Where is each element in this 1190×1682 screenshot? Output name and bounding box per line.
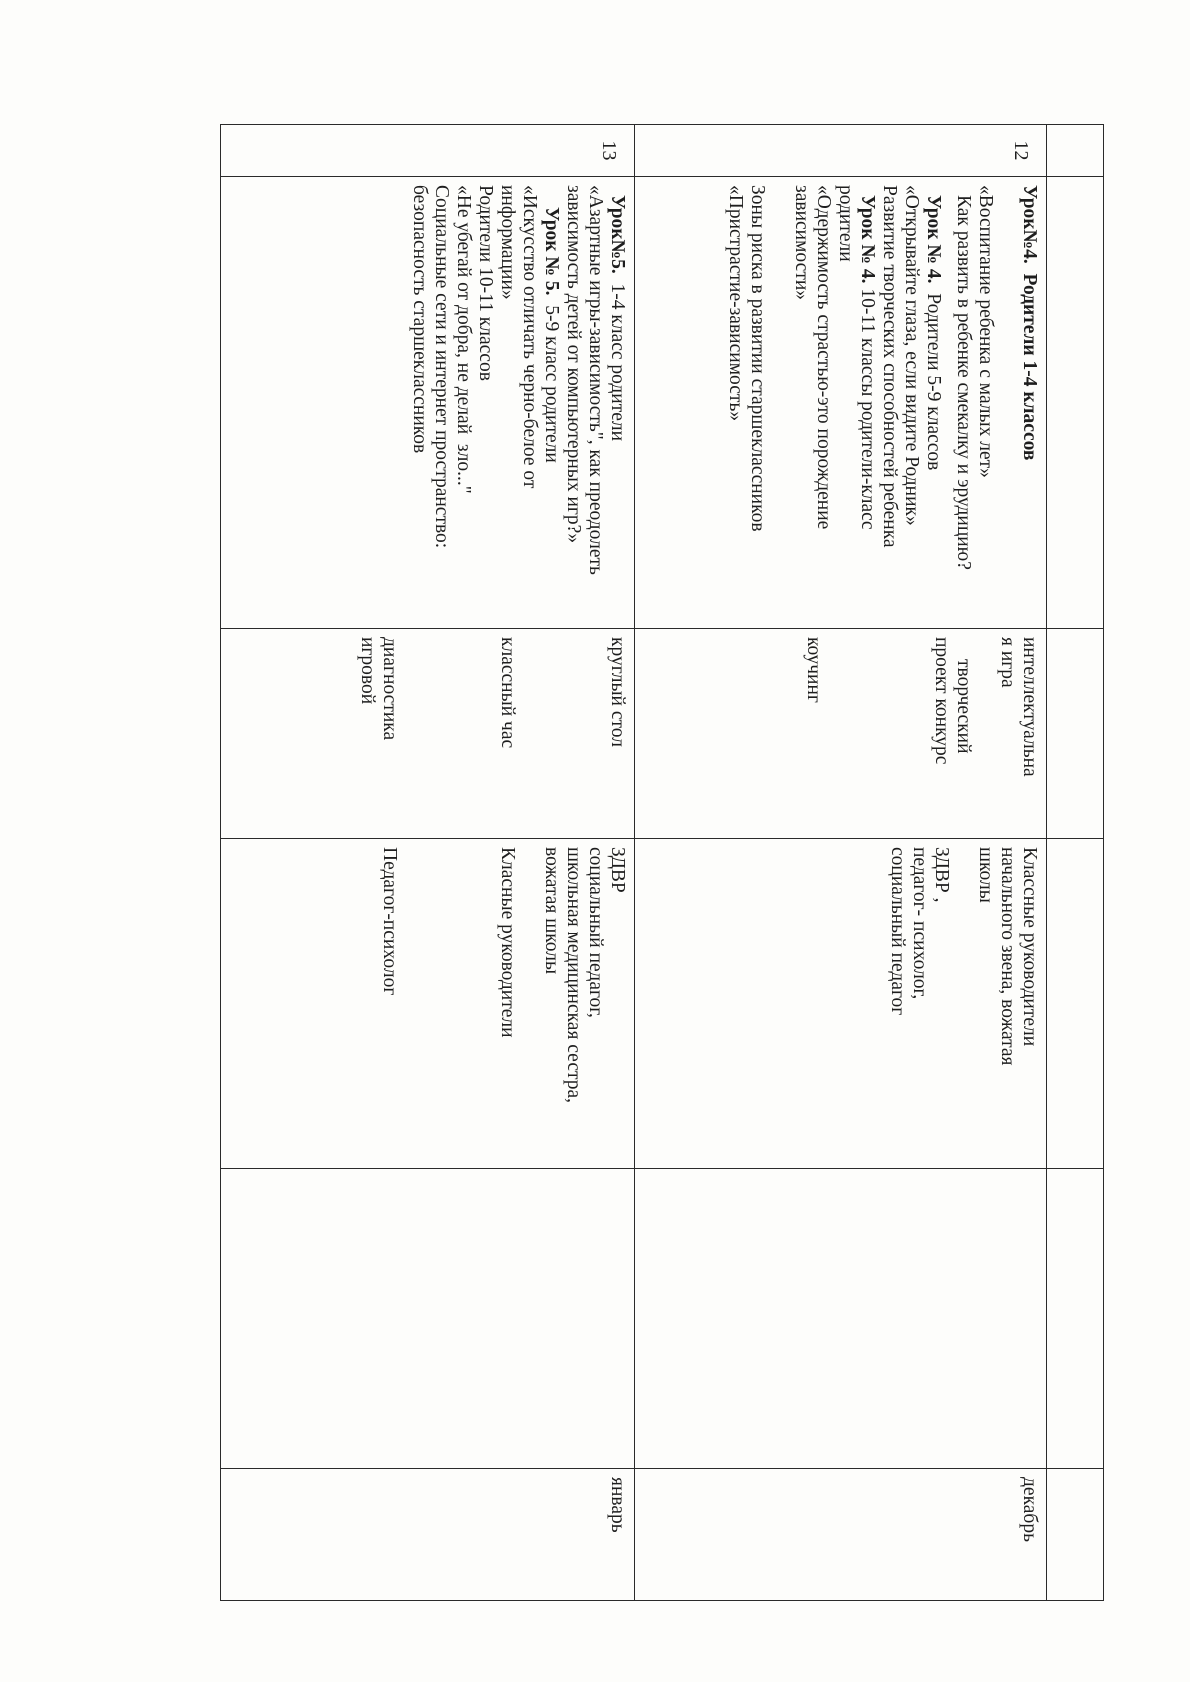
lesson-line: Зоны риска в развитии старшеклассников [746,185,768,532]
form-line: игровой [356,637,378,705]
form-cell [221,629,635,839]
form-line: классный час [496,637,518,749]
form-line: интеллектуальна [1019,637,1040,777]
responsible-line: педагог- психолог, [908,847,930,1000]
form-line: круглый стол [607,637,628,748]
lesson-line: зависимость детей от компьютерных игр?» [562,185,584,544]
row-number: 13 [221,125,635,177]
lesson-line: Урок № 5. 5-9 класс родители [540,207,562,463]
lesson-line: Социальные сети и интернет пространство: [430,185,452,549]
form-line: творческий [952,659,974,754]
responsible-cell [221,839,635,1169]
empty-cell [221,1169,635,1469]
responsible-line: начального звена, вожатая [996,847,1018,1066]
lesson-line: Урок № 4. 10-11 классы родители-класс [856,195,878,530]
form-line: проект конкурс [930,637,952,765]
header-cell [1047,1469,1104,1601]
month-cell [221,1469,635,1601]
table-row [635,125,1047,1601]
lesson-line: «Открывайте глаза, если видите Родник» [900,185,922,526]
responsible-line: школьная медицинская сестра, [562,847,584,1104]
lesson-line: Урок№5. 1-4 класс родители [607,195,628,442]
month-label: январь [607,1477,628,1533]
form-line: коучинг [802,637,824,703]
table-row [221,125,635,1601]
form-cell [635,629,1047,839]
lesson-line: Урок№4. Родители 1-4 классов [1019,185,1040,461]
lesson-line: Родители 10-11 классов [474,185,496,381]
lesson-line: Урок № 4. Родители 5-9 классов [922,195,944,471]
lesson-line: «Не убегай от добра, не делай зло..." [452,185,474,494]
empty-cell [635,1169,1047,1469]
lesson-line: родители [834,185,856,262]
responsible-cell [635,839,1047,1169]
lessons-cell [221,177,635,629]
lesson-line: «Воспитание ребенка с малых лет» [974,185,996,478]
form-line: я игра [996,637,1018,688]
header-cell [1047,839,1104,1169]
header-cell [1047,1169,1104,1469]
rotated-table-page [222,124,1104,1600]
month-label: декабрь [1019,1477,1040,1542]
responsible-line: социальный педагог, [584,847,606,1018]
lesson-line: «Азартные игры-зависимость", как преодолеть [584,185,606,575]
responsible-line: Класные руководители [496,847,518,1038]
responsible-line: ЗДВР [607,847,628,893]
responsible-line: Педагог-психолог [378,847,400,996]
header-cell [1047,177,1104,629]
table-header-row [1047,125,1104,1601]
lesson-line: Как развить в ребенке смекалку и эрудицию? [952,195,974,570]
responsible-line: ЗДВР , [930,847,952,903]
responsible-line: социальный педагог [886,847,908,1016]
lesson-line: «Одержимость страстью-это порождение [812,185,834,530]
header-cell [1047,125,1104,177]
responsible-line: Классные руководители [1019,847,1040,1047]
responsible-line: вожатая школы [540,847,562,975]
lesson-line: информации» [496,185,518,300]
lessons-cell [635,177,1047,629]
responsible-line: школы [974,847,996,903]
lesson-line: «Искусство отличать черно-белое от [518,185,540,489]
month-cell [635,1469,1047,1601]
lesson-line: безопасность старшеклассников [408,185,430,454]
events-table [220,124,1104,1601]
row-number: 12 [635,125,1047,177]
lesson-line: Развитие творческих способностей ребенка [878,185,900,548]
form-line: диагностика [378,637,400,741]
header-cell [1047,629,1104,839]
lesson-line: «Пристрастие-зависимость» [724,185,746,422]
lesson-line: зависимости» [790,185,812,301]
